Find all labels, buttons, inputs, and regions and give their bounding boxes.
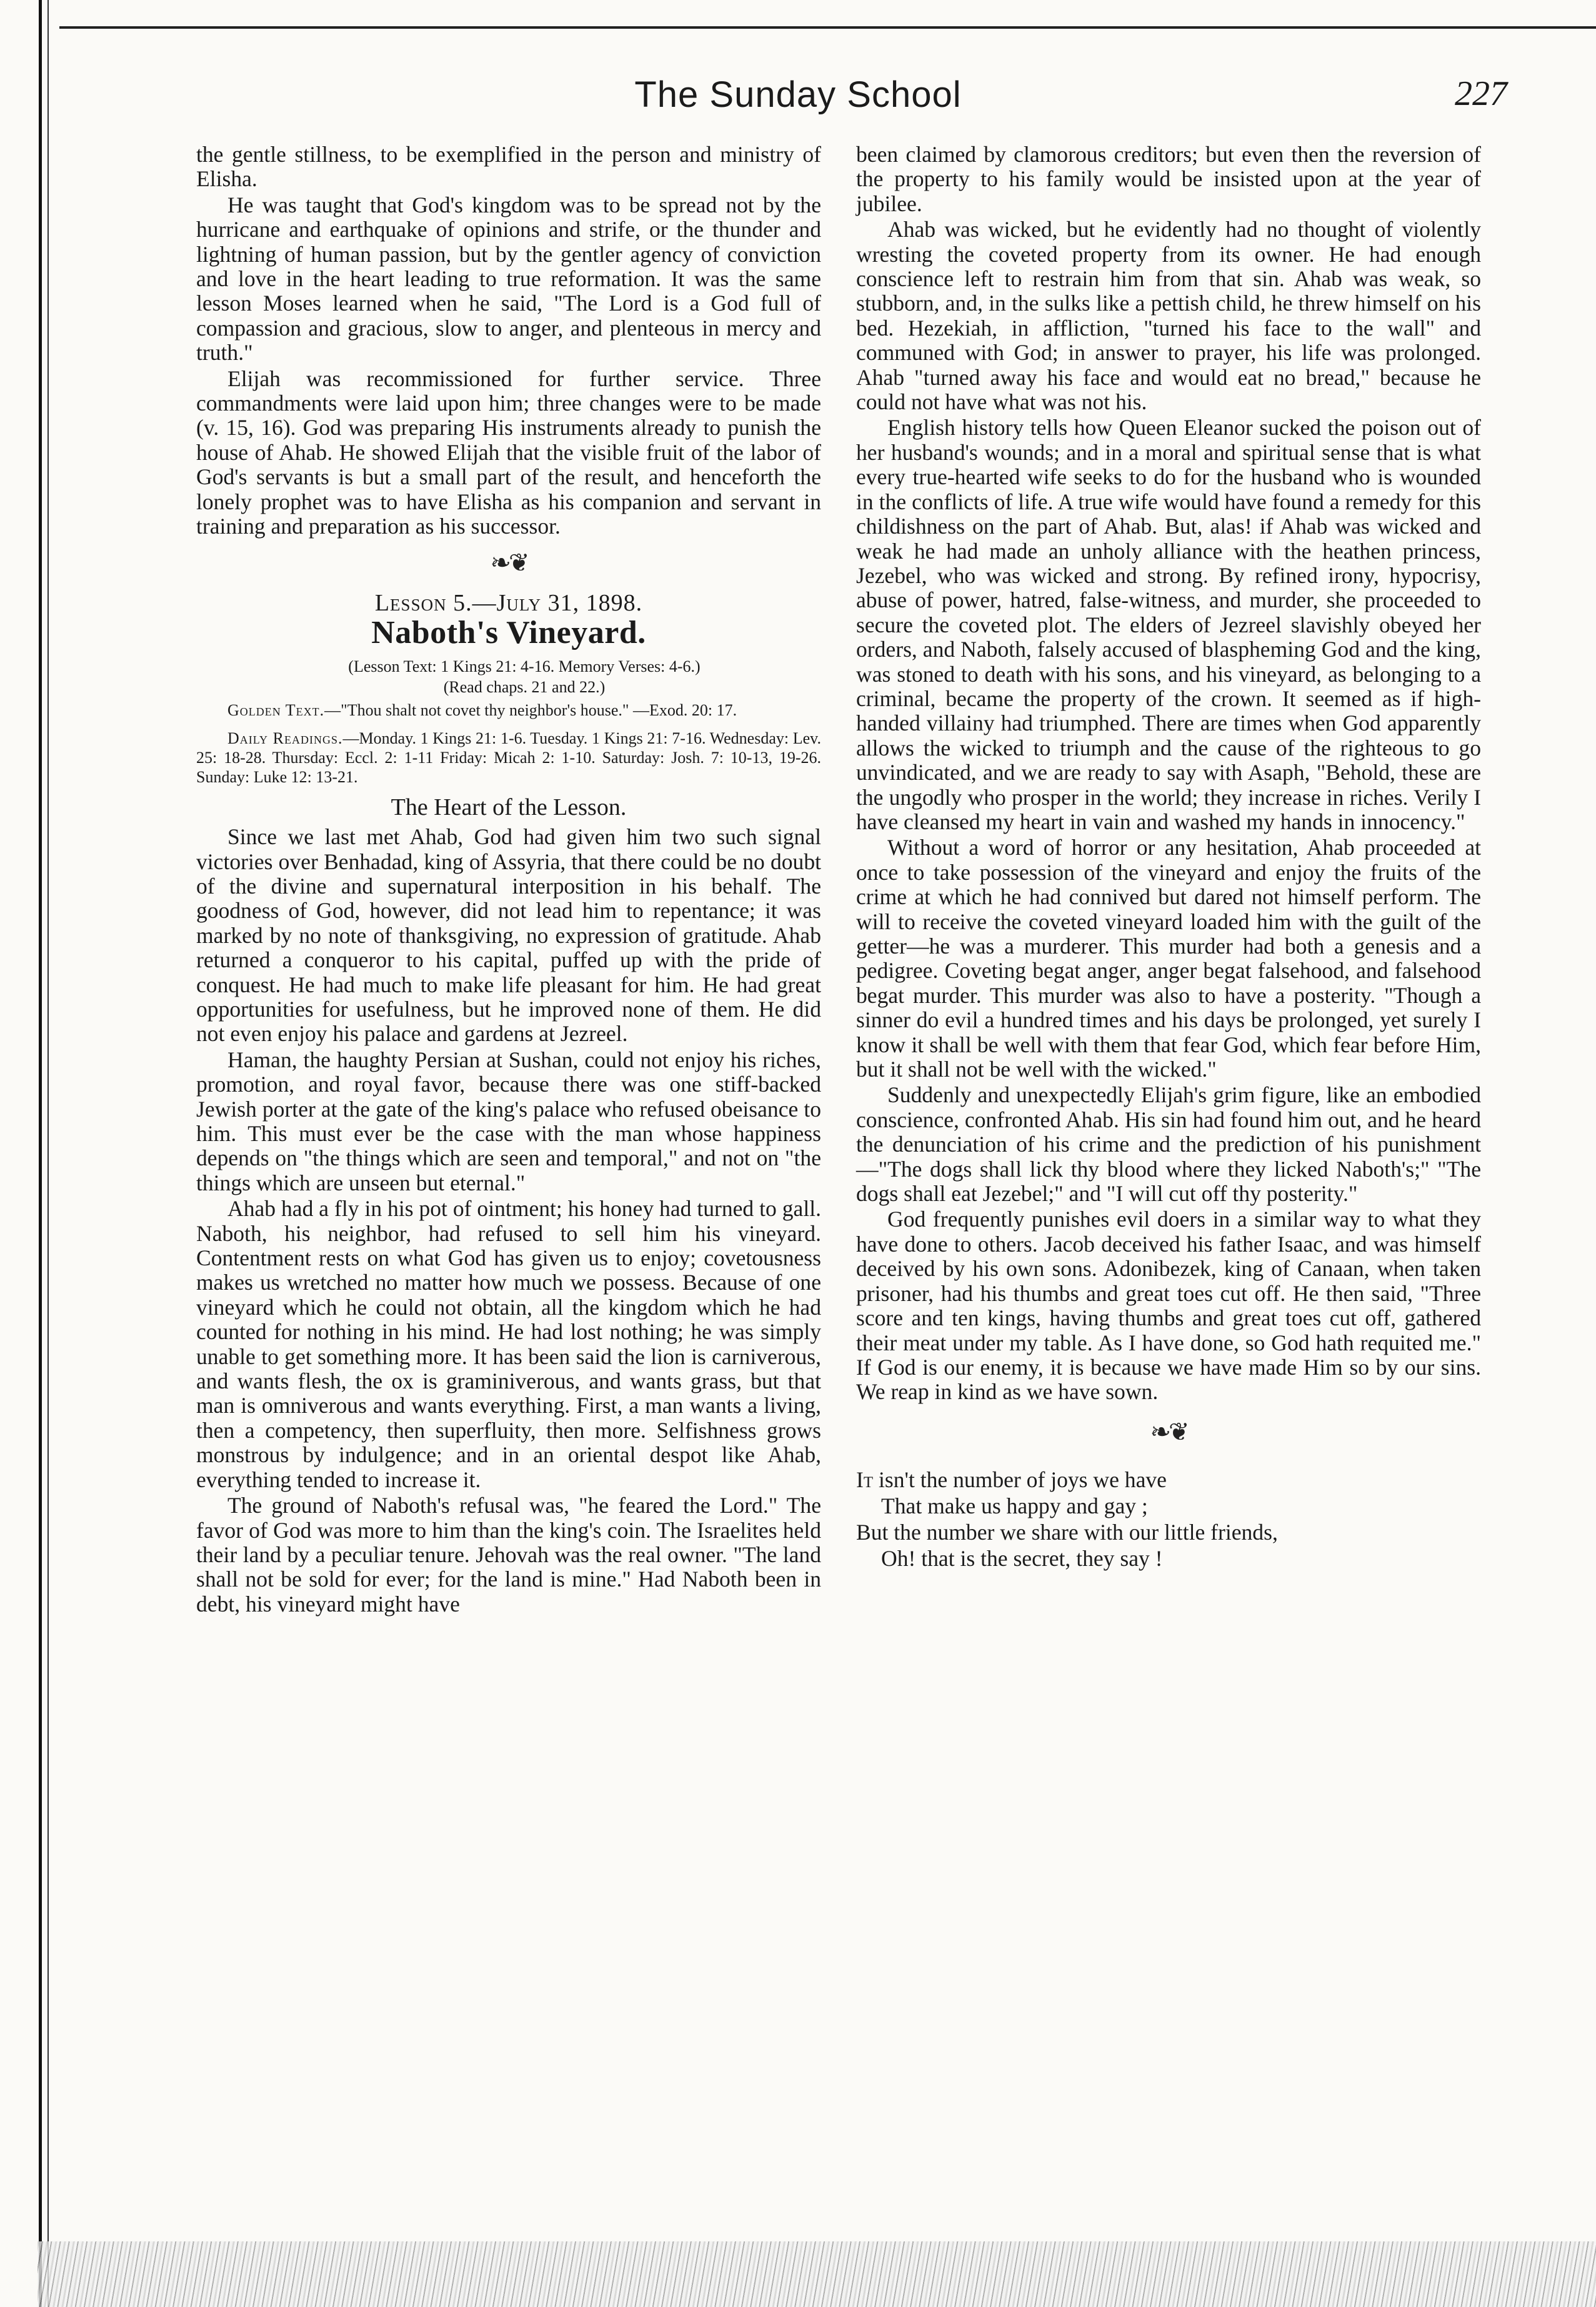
left-column <box>196 142 821 1618</box>
paragraph: Without a word of horror or any hesitation, Ahab proceeded at once to take possession of the vineyard and enjoy the fruits of the crime at which he had connived but dared not himself perform. The will to receive the coveted vineyard loaded him with the guilt of the getter—he was a murderer. This murder had both a genesis and a pedigree. Coveting begat anger, anger begat falsehood, and falsehood begat murder. This murder was also to have a posterity. "Though a sinner do evil a hundred times and his days be prolonged, yet surely I know it shall be well with them that fear God, which fear before Him, but it shall not be well with the wicked." <box>856 835 1481 1082</box>
lesson-heading: Lesson 5.—July 31, 1898. <box>374 589 643 616</box>
poem-line <box>856 1467 1481 1493</box>
paragraph: Ahab was wicked, but he evidently had no thought of violently wresting the coveted property from its owner. He had enough conscience left to restrain him from that sin. Ahab was weak, so stubborn, and, in the sulks like a pettish child, he threw himself on his bed. Hezekiah, in affliction, "turned his face to the wall" and communed with God; in answer to prayer, his life was prolonged. Ahab "turned away his face and would eat no bread," because he could not have what was not his. <box>856 217 1481 415</box>
binding-edge <box>39 0 55 2307</box>
poem-line: But the number we share with our little friends, <box>856 1520 1278 1545</box>
paragraph: Ahab had a fly in his pot of ointment; his honey had turned to gall. Naboth, his neighbor, had refused to sell him his vineyard. Contentment rests on what God has given us to enjoy; covetousness makes us wretched no matter how much we possess. Because of one vineyard which he could not obtain, all the kingdom which he had counted for nothing in his mind. He had lost nothing; he was simply unable to get something more. It has been said the lion is carniverous, and wants flesh, the ox is graminiverous, and wants grass, but that man is omniverous and wants everything. First, a man wants a living, then a competency, then superfluity, then more. Selfishness grows monstrous by indulgence; and in an oriental despot like Ahab, everything tended to increase it. <box>196 1196 821 1492</box>
golden-text <box>196 700 821 720</box>
poem-first-word: It <box>856 1467 874 1493</box>
poem-line: That make us happy and gay ; <box>881 1493 1148 1519</box>
paragraph: The ground of Naboth's refusal was, "he feared the Lord." The favor of God was more to him than the king's coin. The Israelites held their land by a peculiar tenure. Jehovah was the real owner. "The land shall not be sold for ever; for the land is mine." Had Naboth been in debt, his vineyard might have <box>196 1493 821 1617</box>
daily-readings <box>196 729 821 787</box>
top-rule <box>59 26 1596 29</box>
golden-text-label: Golden Text. <box>227 700 325 719</box>
section-subheading: The Heart of the Lesson. <box>391 794 627 820</box>
daily-readings-label: Daily Readings. <box>227 729 343 747</box>
ornament: ❧❦ <box>490 548 527 577</box>
running-head: The Sunday School <box>634 74 962 115</box>
lesson-text-ref: (Lesson Text: 1 Kings 21: 4-16. Memory Verses: 4-6.) <box>348 657 701 675</box>
paragraph: Suddenly and unexpectedly Elijah's grim figure, like an embodied conscience, confronted Ahab. His sin had found him out, and he heard the denunciation of his crime and the prediction of his punishment—"The dogs shall lick thy blood where they licked Naboth's;" "The dogs shall eat Jezebel;" and "I will cut off thy posterity." <box>856 1082 1481 1207</box>
paragraph: He was taught that God's kingdom was to be spread not by the hurricane and earthquake of opinions and strife, or the thunder and lightning of human passion, but by the gentler agency of conviction and love in the heart leading to true reformation. It was the same lesson Moses learned when he said, "The Lord is a God full of compassion and gracious, slow to anger, and plenteous in mercy and truth." <box>196 192 821 366</box>
poem-line: Oh! that is the secret, they say ! <box>881 1546 1163 1572</box>
paragraph: been claimed by clamorous creditors; but even then the reversion of the property to his family would be insisted upon at the year of jubilee. <box>856 142 1481 216</box>
ornament: ❧❦ <box>1150 1417 1187 1446</box>
daily-readings-body: —Monday. 1 Kings 21: 1-6. Tuesday. 1 Kings 21: 7-16. Wednesday: Lev. 25: 18-28. Thursday: Eccl. 2: 1-11 Friday: Micah 2: 1-10. Saturday: Josh. 7: 10-13, 19-26. Sunday: Luke 12: 13-21. <box>196 729 821 786</box>
paragraph: God frequently punishes evil doers in a similar way to what they have done to others. Jacob deceived his father Isaac, and was himself deceived by his own sons. Adonibezek, king of Canaan, when taken prisoner, had his thumbs and great toes cut off. He then said, "Three score and ten kings, having thumbs and great toes cut off, gathered their meat under my table. As I have done, so God hath requited me." If God is our enemy, it is because we have made Him so by our sins. We reap in kind as we have sown. <box>856 1207 1481 1405</box>
poem-line-rest: isn't the number of joys we have <box>873 1467 1167 1493</box>
right-column <box>856 142 1481 1572</box>
paragraph: Elijah was recommissioned for further service. Three commandments were laid upon him; three changes were to be made (v. 15, 16). God was preparing His instruments already to punish the house of Ahab. He showed Elijah that the visible fruit of the labor of God's servants is but a small part of the result, and henceforth the lonely prophet was to have Elisha as his companion and servant in training and preparation as his successor. <box>196 366 821 539</box>
reading-ref: (Read chaps. 21 and 22.) <box>443 677 606 696</box>
poem <box>856 1467 1481 1572</box>
paragraph: the gentle stillness, to be exemplified in the person and ministry of Elisha. <box>196 142 821 192</box>
page-number: 227 <box>1455 74 1507 113</box>
golden-text-body: —"Thou shalt not covet thy neighbor's house." —Exod. 20: 17. <box>324 700 737 719</box>
paragraph: Since we last met Ahab, God had given him two such signal victories over Benhadad, king of Assyria, that there could be no doubt of the divine and supernatural interposition in his behalf. The goodness of God, however, did not lead him to repentance; it was marked by no note of thanksgiving, no expression of gratitude. Ahab returned a conqueror to his capital, puffed up with the pride of conquest. He had much to make life pleasant for him. He had great opportunities for usefulness, but he improved none of them. He did not even enjoy his palace and gardens at Jezreel. <box>196 824 821 1047</box>
paragraph: Haman, the haughty Persian at Sushan, could not enjoy his riches, promotion, and royal favor, because there was one stiff-backed Jewish porter at the gate of the king's palace who refused obeisance to him. This must ever be the case with the man whose happiness depends on "the things which are seen and temporal," and not on "the things which are unseen but eternal." <box>196 1047 821 1195</box>
scan-edge-noise <box>37 2241 1596 2307</box>
lesson-title: Naboth's Vineyard. <box>371 615 646 651</box>
paragraph: English history tells how Queen Eleanor sucked the poison out of her husband's wounds; and in a moral and spiritual sense that is what every true-hearted wife seeks to do for the husband who is wounded in the conflicts of life. A true wife would have found a remedy for this childishness on the part of Ahab. But, alas! if Ahab was wicked and weak he had made an unholy alliance with the heathen princess, Jezebel, who was wicked and strong. By refined irony, hypocrisy, abuse of power, hatred, false-witness, and murder, she proceeded to secure the coveted plot. The elders of Jezreel slavishly obeyed her orders, and Naboth, falsely accused of blaspheming God and the king, was stoned to death with his sons, and his vineyard, as belonging to a criminal, became the property of the crown. It seemed as if high-handed villainy had triumphed. There are times when God apparently allows the wicked to triumph and the cause of the righteous to go unvindicated, and we are ready to say with Asaph, "Behold, these are the ungodly who prosper in the world; they increase in riches. Verily I have cleansed my heart in vain and washed my hands in innocency." <box>856 415 1481 834</box>
